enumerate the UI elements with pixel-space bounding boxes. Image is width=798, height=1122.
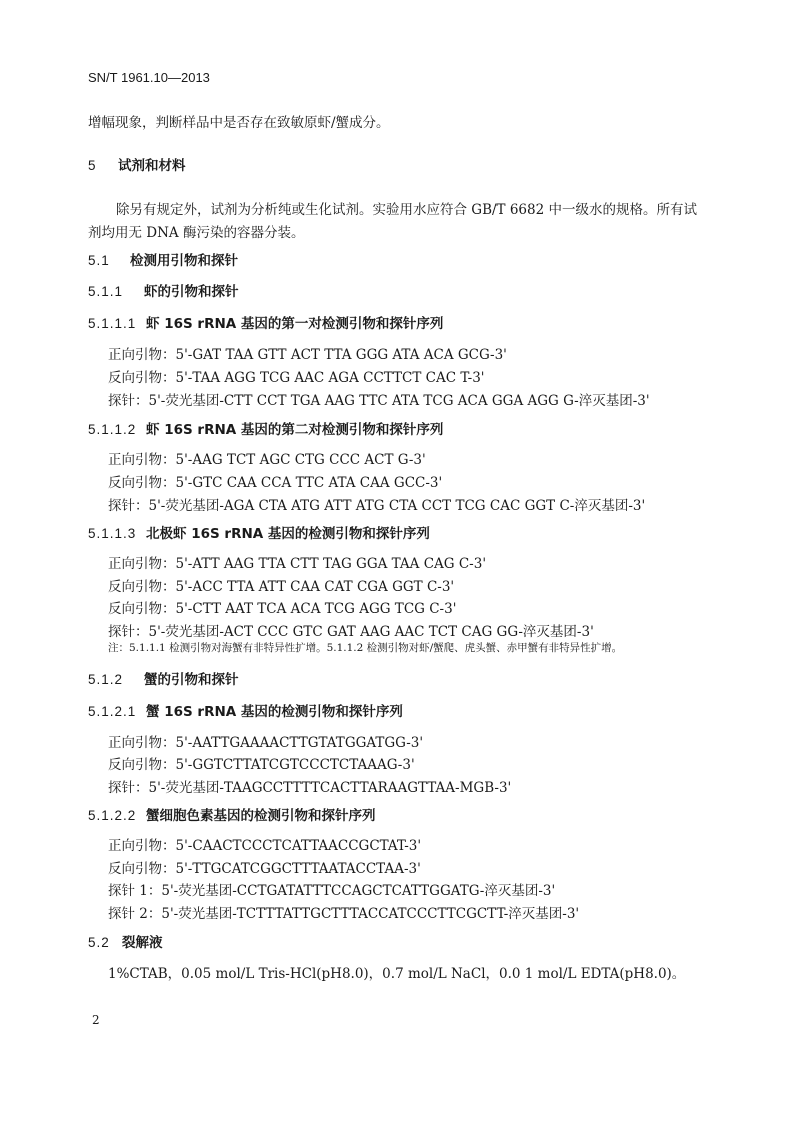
section-title: 虾 16S rRNA 基因的第二对检测引物和探针序列 (146, 422, 444, 438)
section-title: 试剂和材料 (118, 158, 186, 174)
section-title: 虾的引物和探针 (144, 284, 239, 300)
sequence-line: 正向引物：5'-ATT AAG TTA CTT TAG GGA TAA CAG C-3' (108, 556, 487, 572)
section-title: 裂解液 (122, 935, 163, 951)
section-title: 检测用引物和探针 (130, 253, 238, 269)
section-5-1-1-1-heading (88, 312, 443, 332)
sequence-line: 正向引物：5'-AAG TCT AGC CTG CCC ACT G-3' (108, 452, 426, 468)
sequence-line: 反向引物：5'-TTGCATCGGCTTTAATACCTAA-3' (108, 861, 421, 877)
lysis-buffer-paragraph: 1%CTAB，0.05 mol/L Tris-HCl(pH8.0)，0.7 mol/L NaCl，0.0 1 mol/L EDTA(pH8.0)。 (108, 966, 686, 982)
section-number: 5.1.2.2 (88, 808, 137, 823)
document-id: SN/T 1961.10—2013 (88, 70, 210, 85)
sequence-line: 探针：5'-荧光基团-TAAGCCTTTTCACTTARAAGTTAA-MGB-3' (108, 780, 512, 796)
section-5-1-2-1-heading (88, 700, 403, 720)
sequence-line: 探针：5'-荧光基团-ACT CCC GTC GAT AAG AAC TCT CAG GG-淬灭基团-3' (108, 624, 594, 640)
section-number: 5.1.2.1 (88, 704, 137, 719)
sequence-line: 探针 1：5'-荧光基团-CCTGATATTTCCAGCTCATTGGATG-淬灭基团-3' (108, 883, 556, 899)
sequence-line: 反向引物：5'-ACC TTA ATT CAA CAT CGA GGT C-3' (108, 579, 455, 595)
note: 注：5.1.1.1 检测引物对海蟹有非特异性扩增。5.1.1.2 检测引物对虾/蟹爬、虎头蟹、赤甲蟹有非特异性扩增。 (108, 642, 623, 654)
section-5-1-2-heading (88, 668, 239, 688)
sequence-line: 探针 2：5'-荧光基团-TCTTTATTGCTTTACCATCCCTTCGCTT-淬灭基团-3' (108, 906, 580, 922)
section-5-1-1-2-heading (88, 418, 443, 438)
section-5-1-heading (88, 249, 238, 269)
section-title: 蟹的引物和探针 (144, 672, 239, 688)
sequence-line: 正向引物：5'-GAT TAA GTT ACT TTA GGG ATA ACA GCG-3' (108, 347, 507, 363)
sequence-line: 探针：5'-荧光基团-CTT CCT TGA AAG TTC ATA TCG ACA GGA AGG G-淬灭基团-3' (108, 393, 650, 409)
section-5-heading (88, 154, 186, 174)
section-5-1-1-heading (88, 280, 239, 300)
section-number: 5 (88, 158, 97, 173)
section-title: 蟹 16S rRNA 基因的检测引物和探针序列 (146, 704, 403, 720)
sequence-line: 正向引物：5'-AATTGAAAACTTGTATGGATGG-3' (108, 735, 424, 751)
section-5-paragraph-line-2: 剂均用无 DNA 酶污染的容器分装。 (88, 225, 305, 241)
intro-tail-paragraph: 增幅现象，判断样品中是否存在致敏原虾/蟹成分。 (88, 115, 390, 131)
section-title: 虾 16S rRNA 基因的第一对检测引物和探针序列 (146, 316, 444, 332)
sequence-line: 反向引物：5'-GGTCTTATCGTCCCTCTAAAG-3' (108, 757, 415, 773)
section-number: 5.1 (88, 253, 110, 268)
sequence-line: 反向引物：5'-TAA AGG TCG AAC AGA CCTTCT CAC T-3' (108, 370, 485, 386)
sequence-line: 反向引物：5'-CTT AAT TCA ACA TCG AGG TCG C-3' (108, 601, 457, 617)
section-number: 5.1.2 (88, 672, 124, 687)
section-5-2-heading (88, 931, 163, 951)
section-number: 5.1.1.3 (88, 526, 137, 541)
section-number: 5.2 (88, 935, 110, 950)
sequence-line: 反向引物：5'-GTC CAA CCA TTC ATA CAA GCC-3' (108, 475, 443, 491)
section-5-paragraph-line-1: 除另有规定外，试剂为分析纯或生化试剂。实验用水应符合 GB/T 6682 中一级水的规格。所有试 (116, 202, 697, 218)
section-number: 5.1.1.1 (88, 316, 137, 331)
page-number: 2 (92, 1013, 100, 1027)
section-5-1-1-3-heading (88, 522, 430, 542)
sequence-line: 探针：5'-荧光基团-AGA CTA ATG ATT ATG CTA CCT TCG CAC GGT C-淬灭基团-3' (108, 498, 646, 514)
section-title: 北极虾 16S rRNA 基因的检测引物和探针序列 (146, 526, 430, 542)
sequence-line: 正向引物：5'-CAACTCCCTCATTAACCGCTAT-3' (108, 838, 422, 854)
section-5-1-2-2-heading (88, 804, 376, 824)
section-title: 蟹细胞色素基因的检测引物和探针序列 (146, 808, 376, 824)
section-number: 5.1.1.2 (88, 422, 137, 437)
section-number: 5.1.1 (88, 284, 124, 299)
